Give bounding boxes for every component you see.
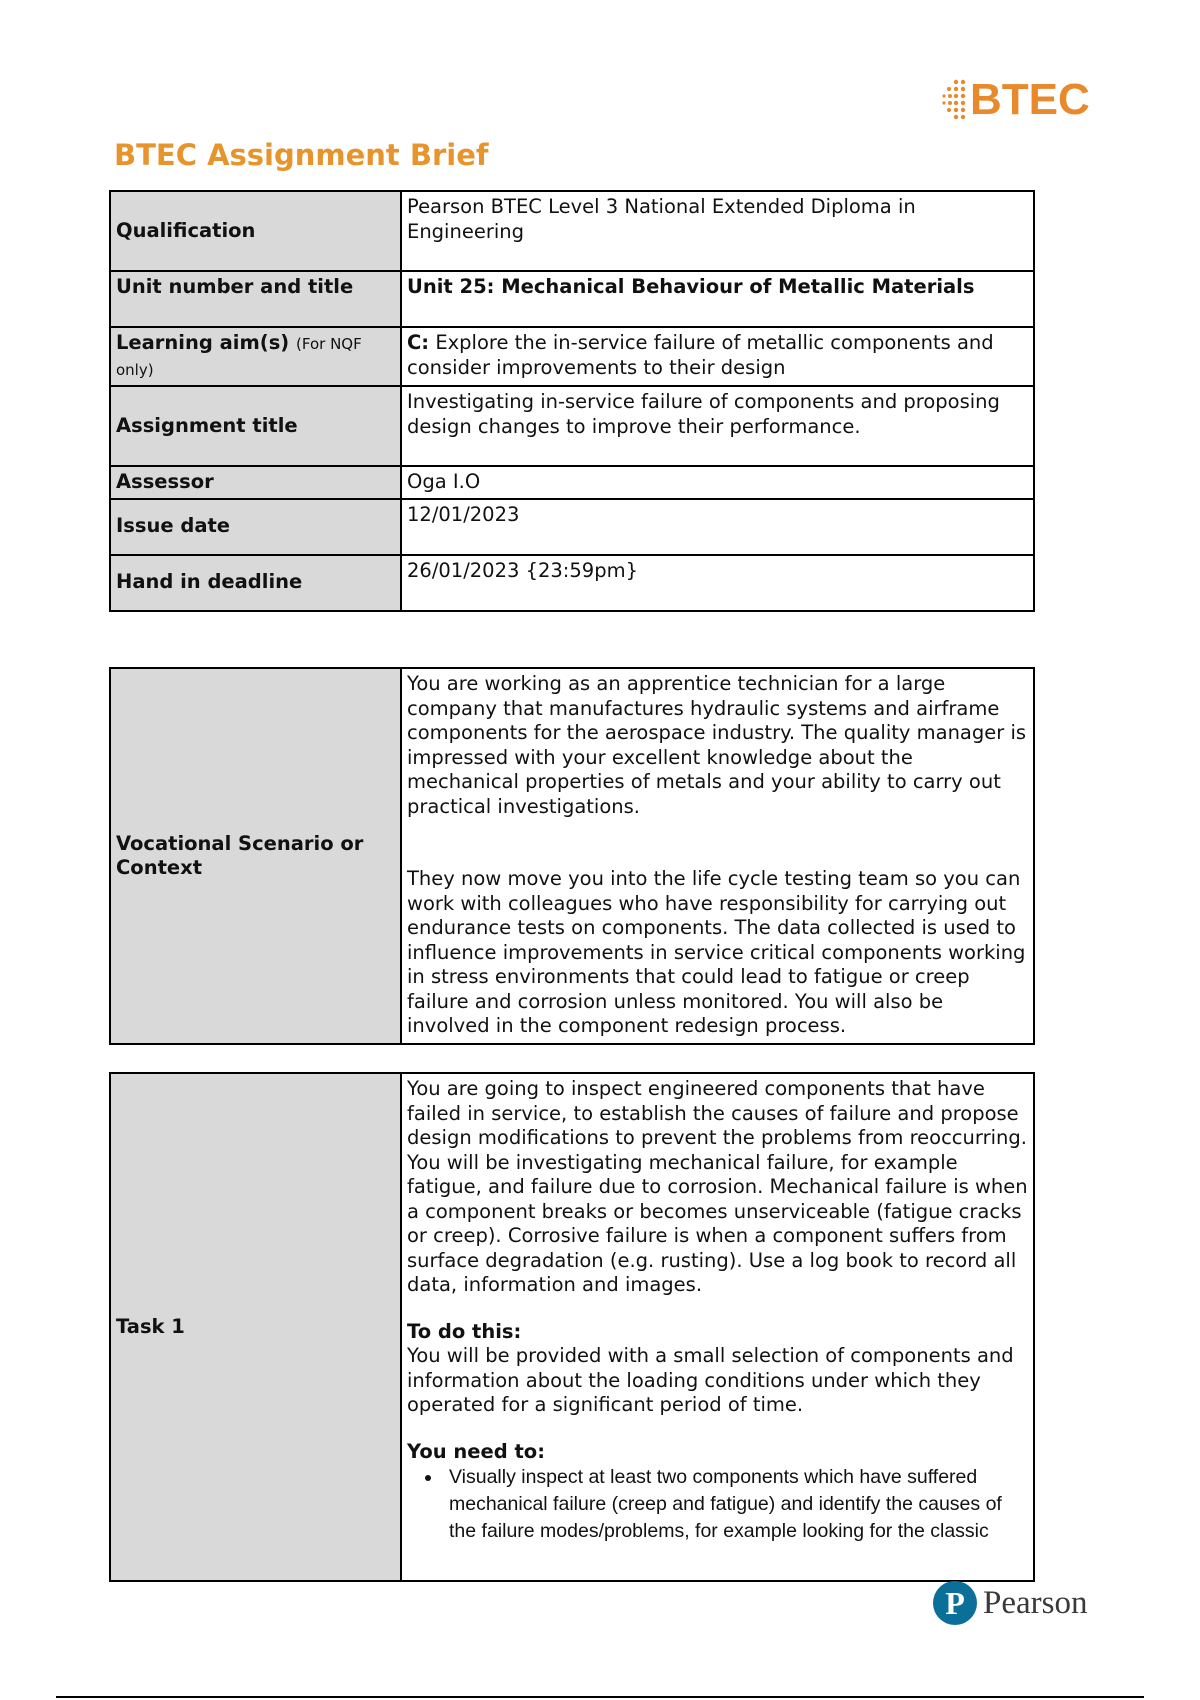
- table-row: [110, 271, 1034, 327]
- task1-label: Task 1: [110, 1073, 401, 1581]
- scenario-paragraph-2: They now move you into the life cycle testing team so you can work with colleagues who have responsibility for carrying out endurance tests on components. The data collected is used to influence improvements in service critical components working in stress environments that could lead to fatigue or creep failure and corrosion unless monitored. You will also be involved in the component redesign process.: [407, 867, 1026, 1037]
- table-row: [110, 555, 1034, 611]
- learning-aim-value-cell: [401, 327, 1034, 386]
- unit-value: Unit 25: Mechanical Behaviour of Metallic Materials: [401, 271, 1034, 327]
- scenario-table: [109, 667, 1035, 1045]
- table-row: [110, 327, 1034, 386]
- list-item: • Visually inspect at least two components which have suffered mechanical failure (creep and fatigue) and identify the causes of the failure modes/problems, for example looking for the classic: [443, 1464, 1028, 1545]
- learning-aim-label-cell: [110, 327, 401, 386]
- logo-text: BTEC: [970, 75, 1090, 124]
- task1-intro: You are going to inspect engineered components that have failed in service, to establish the causes of failure and propose design modifications to prevent the problems from reoccurring. You will be investigating mechanical failure, for example fatigue, and failure due to corrosion. Mechanical failure is when a component breaks or becomes unserviceable (fatigue cracks or creep). Corrosive failure is when a component suffers from surface degradation (e.g. rusting). Use a log book to record all data, information and images.: [407, 1077, 1028, 1296]
- task1-text-cell: [401, 1073, 1034, 1581]
- learning-aim-value: Explore the in-service failure of metallic components and consider improvements to their design: [407, 331, 994, 379]
- scenario-paragraph-1: You are working as an apprentice technician for a large company that manufactures hydraulic systems and airframe components for the aerospace industry. The quality manager is impressed with your excellent knowledge about the mechanical properties of metals and your ability to carry out practical investigations.: [407, 672, 1027, 818]
- table-row: [110, 386, 1034, 466]
- task1-table: [109, 1072, 1035, 1582]
- learning-aim-prefix: C:: [407, 331, 430, 354]
- assignment-title-value: Investigating in-service failure of components and proposing design changes to improve their performance.: [401, 386, 1034, 466]
- todo-text: You will be provided with a small selection of components and information about the loading conditions under which they operated for a significant period of time.: [407, 1344, 1014, 1416]
- table-row: [110, 191, 1034, 271]
- dot-pattern-icon: [940, 78, 970, 122]
- unit-label: Unit number and title: [110, 271, 401, 327]
- footer-divider: [56, 1696, 1144, 1698]
- page-title: BTEC Assignment Brief: [114, 138, 489, 172]
- issue-date-label: Issue date: [110, 499, 401, 555]
- pearson-logo: [933, 1581, 1093, 1631]
- pearson-initial: P: [945, 1585, 965, 1621]
- btec-logo: [940, 70, 1090, 130]
- qualification-value: Pearson BTEC Level 3 National Extended Diploma in Engineering: [401, 191, 1034, 271]
- assignment-title-label: Assignment title: [110, 386, 401, 466]
- table-row: [110, 668, 1034, 1044]
- todo-heading: To do this:: [407, 1319, 522, 1343]
- task-bullet-list: [407, 1464, 1028, 1545]
- deadline-value: 26/01/2023 {23:59pm}: [401, 555, 1034, 611]
- learning-aim-note: (For NQF only): [116, 335, 362, 379]
- issue-date-value: 12/01/2023: [401, 499, 1034, 555]
- deadline-label: Hand in deadline: [110, 555, 401, 611]
- assessor-label: Assessor: [110, 466, 401, 499]
- learning-aim-label: Learning aim(s): [116, 331, 290, 354]
- qualification-label: Qualification: [110, 191, 401, 271]
- need-heading: You need to:: [407, 1439, 545, 1463]
- table-row: [110, 499, 1034, 555]
- assessor-value: Oga I.O: [401, 466, 1034, 499]
- details-table: [109, 190, 1035, 612]
- table-row: [110, 466, 1034, 499]
- scenario-text-cell: [401, 668, 1034, 1044]
- table-row: [110, 1073, 1034, 1581]
- scenario-label: Vocational Scenario or Context: [110, 668, 401, 1044]
- pearson-wordmark: Pearson: [983, 1585, 1088, 1621]
- pearson-p-icon: [933, 1581, 977, 1625]
